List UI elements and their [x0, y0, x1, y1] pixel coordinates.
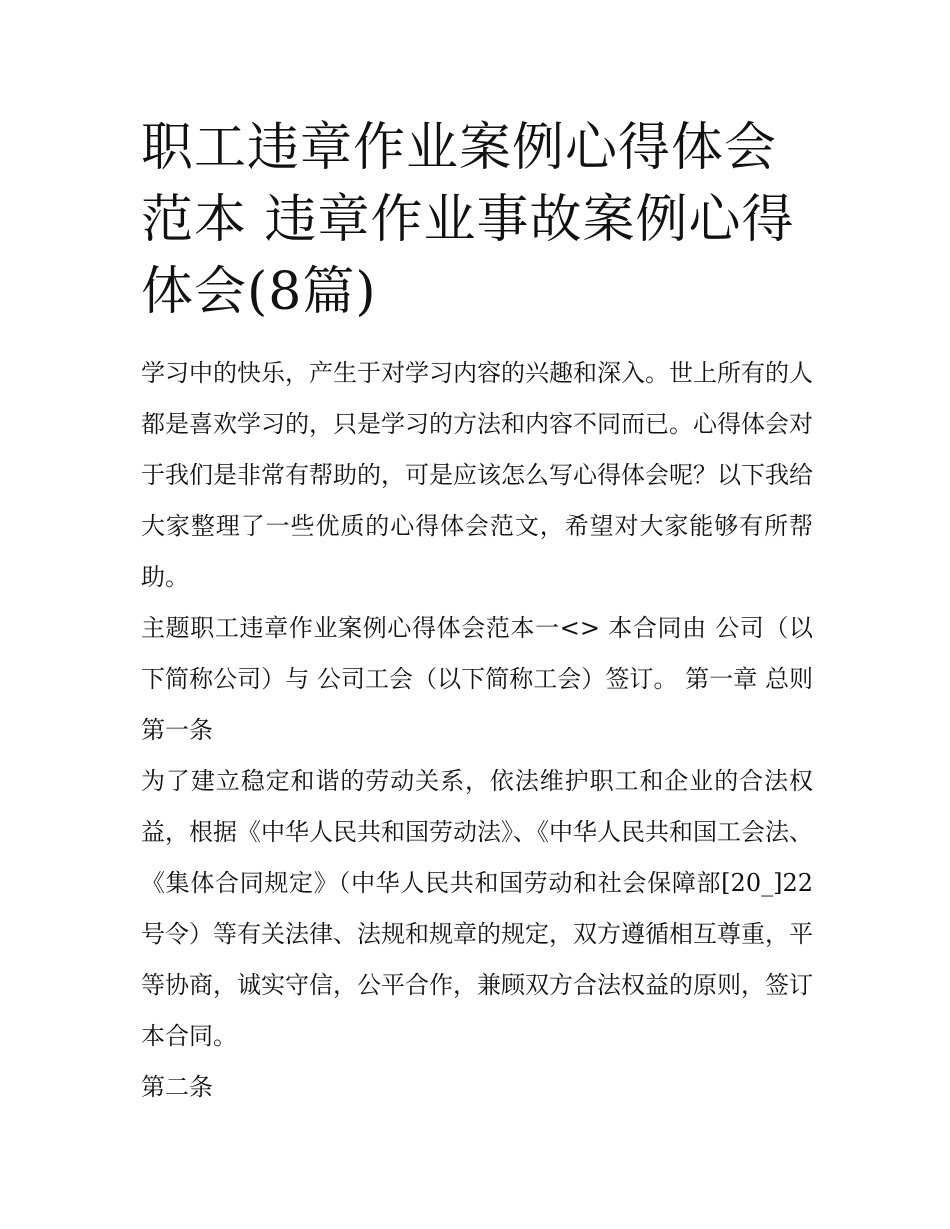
paragraph-article-two-heading: 第二条: [141, 1073, 213, 1101]
paragraph-contract-opening: 主题职工违章作业案例心得体会范本一<> 本合同由 公司（以下简称公司）与 公司工会（以下简称工会）签订。 第一章 总则 第一条: [141, 614, 813, 744]
document-page: [141, 112, 813, 1113]
document-title: 职工违章作业案例心得体会范本 违章作业事故案例心得体会(8篇): [141, 118, 795, 322]
paragraph-article-one: 为了建立稳定和谐的劳动关系，依法维护职工和企业的合法权益，根据《中华人民共和国劳动法》、《中华人民共和国工会法、《集体合同规定》（中华人民共和国劳动和社会保障部[20_]22号令）等有关法律、法规和规章的规定，双方遵循相互尊重，平等协商，诚实守信，公平合作，兼顾双方合法权益的原则，签订本合同。: [141, 767, 813, 1050]
paragraph-intro: 学习中的快乐，产生于对学习内容的兴趣和深入。世上所有的人都是喜欢学习的，只是学习的方法和内容不同而已。心得体会对于我们是非常有帮助的，可是应该怎么写心得体会呢？以下我给大家整理了一些优质的心得体会范文，希望对大家能够有所帮助。: [141, 359, 813, 591]
document-body: [141, 348, 813, 1113]
